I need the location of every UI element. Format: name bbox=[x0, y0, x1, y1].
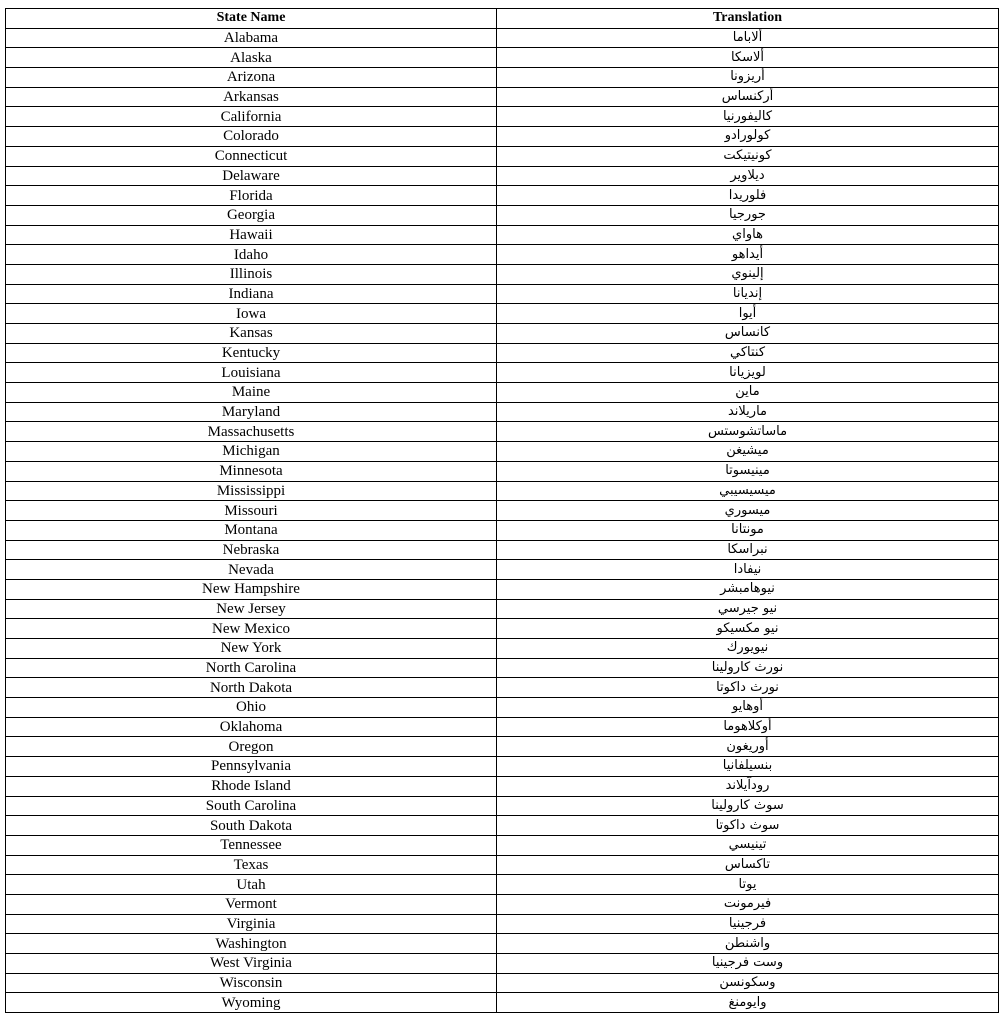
translation-cell: فلوريدا bbox=[497, 186, 999, 206]
state-name-cell: Utah bbox=[6, 875, 497, 895]
state-name-cell: Georgia bbox=[6, 205, 497, 225]
translation-cell: تاكساس bbox=[497, 855, 999, 875]
state-name-cell: New York bbox=[6, 639, 497, 659]
state-name-cell: Alaska bbox=[6, 48, 497, 68]
translation-cell: جورجيا bbox=[497, 205, 999, 225]
state-name-cell: Minnesota bbox=[6, 461, 497, 481]
state-name-cell: Nevada bbox=[6, 560, 497, 580]
table-row bbox=[6, 678, 999, 698]
translation-cell: كنتاكي bbox=[497, 343, 999, 363]
header-row bbox=[6, 9, 999, 29]
translation-cell: نيو جيرسي bbox=[497, 599, 999, 619]
table-row bbox=[6, 245, 999, 265]
state-name-cell: Alabama bbox=[6, 28, 497, 48]
translation-cell: ماين bbox=[497, 383, 999, 403]
translation-cell: نيو مكسيكو bbox=[497, 619, 999, 639]
table-row bbox=[6, 422, 999, 442]
table-row bbox=[6, 973, 999, 993]
translation-cell: أيوا bbox=[497, 304, 999, 324]
translation-cell: ألاسكا bbox=[497, 48, 999, 68]
translation-cell: ديلاوير bbox=[497, 166, 999, 186]
table-row bbox=[6, 363, 999, 383]
translation-cell: ميسوري bbox=[497, 501, 999, 521]
translation-cell: مونتانا bbox=[497, 520, 999, 540]
column-header-translation: Translation bbox=[497, 9, 999, 29]
translation-cell: وايومنغ bbox=[497, 993, 999, 1013]
table-row bbox=[6, 304, 999, 324]
translation-cell: يوتا bbox=[497, 875, 999, 895]
state-name-cell: Iowa bbox=[6, 304, 497, 324]
table-row bbox=[6, 835, 999, 855]
table-row bbox=[6, 68, 999, 88]
state-name-cell: Washington bbox=[6, 934, 497, 954]
table-row bbox=[6, 717, 999, 737]
translation-cell: فيرمونت bbox=[497, 894, 999, 914]
table-row bbox=[6, 776, 999, 796]
table-row bbox=[6, 383, 999, 403]
translation-cell: وسكونسن bbox=[497, 973, 999, 993]
translation-cell: أوهايو bbox=[497, 698, 999, 718]
translation-cell: وست فرجينيا bbox=[497, 954, 999, 974]
table-row bbox=[6, 343, 999, 363]
state-name-cell: Colorado bbox=[6, 127, 497, 147]
translation-cell: أريزونا bbox=[497, 68, 999, 88]
table-row bbox=[6, 225, 999, 245]
table-row bbox=[6, 914, 999, 934]
translation-cell: لويزيانا bbox=[497, 363, 999, 383]
state-name-cell: New Mexico bbox=[6, 619, 497, 639]
table-row bbox=[6, 737, 999, 757]
translation-cell: واشنطن bbox=[497, 934, 999, 954]
state-name-cell: Wyoming bbox=[6, 993, 497, 1013]
table-row bbox=[6, 501, 999, 521]
state-name-cell: Maine bbox=[6, 383, 497, 403]
state-name-cell: Florida bbox=[6, 186, 497, 206]
state-name-cell: Arkansas bbox=[6, 87, 497, 107]
table-row bbox=[6, 402, 999, 422]
translation-cell: ميسيسيبي bbox=[497, 481, 999, 501]
state-name-cell: North Dakota bbox=[6, 678, 497, 698]
state-name-cell: Maryland bbox=[6, 402, 497, 422]
translation-cell: سوث داكوتا bbox=[497, 816, 999, 836]
state-name-cell: Tennessee bbox=[6, 835, 497, 855]
table-row bbox=[6, 166, 999, 186]
state-name-cell: Rhode Island bbox=[6, 776, 497, 796]
table-row bbox=[6, 993, 999, 1013]
state-name-cell: Oklahoma bbox=[6, 717, 497, 737]
table-row bbox=[6, 127, 999, 147]
translation-cell: ألاباما bbox=[497, 28, 999, 48]
table-row bbox=[6, 796, 999, 816]
translation-cell: نيفادا bbox=[497, 560, 999, 580]
state-name-cell: Ohio bbox=[6, 698, 497, 718]
state-name-cell: Idaho bbox=[6, 245, 497, 265]
state-name-cell: Illinois bbox=[6, 264, 497, 284]
translation-cell: كولورادو bbox=[497, 127, 999, 147]
translation-cell: هاواي bbox=[497, 225, 999, 245]
table-row bbox=[6, 599, 999, 619]
translation-cell: ميشيغن bbox=[497, 442, 999, 462]
table-row bbox=[6, 107, 999, 127]
table-row bbox=[6, 619, 999, 639]
table-row bbox=[6, 48, 999, 68]
table-header bbox=[6, 9, 999, 29]
translation-cell: نيويورك bbox=[497, 639, 999, 659]
translation-cell: ماساتشوستس bbox=[497, 422, 999, 442]
translation-cell: أوريغون bbox=[497, 737, 999, 757]
state-name-cell: Montana bbox=[6, 520, 497, 540]
translation-cell: رودآيلاند bbox=[497, 776, 999, 796]
table-row bbox=[6, 658, 999, 678]
translation-cell: سوث كارولينا bbox=[497, 796, 999, 816]
translation-cell: نبراسكا bbox=[497, 540, 999, 560]
table-row bbox=[6, 28, 999, 48]
table-row bbox=[6, 146, 999, 166]
column-header-state-name: State Name bbox=[6, 9, 497, 29]
translation-cell: مينيسوتا bbox=[497, 461, 999, 481]
state-name-cell: Pennsylvania bbox=[6, 757, 497, 777]
state-name-cell: New Hampshire bbox=[6, 579, 497, 599]
translation-cell: فرجينيا bbox=[497, 914, 999, 934]
table-row bbox=[6, 560, 999, 580]
state-name-cell: Massachusetts bbox=[6, 422, 497, 442]
table-body bbox=[6, 28, 999, 1012]
state-name-cell: Indiana bbox=[6, 284, 497, 304]
state-name-cell: Kentucky bbox=[6, 343, 497, 363]
table-row bbox=[6, 186, 999, 206]
table-row bbox=[6, 324, 999, 344]
state-name-cell: West Virginia bbox=[6, 954, 497, 974]
translation-cell: أوكلاهوما bbox=[497, 717, 999, 737]
table-row bbox=[6, 579, 999, 599]
state-name-cell: Arizona bbox=[6, 68, 497, 88]
state-name-cell: Mississippi bbox=[6, 481, 497, 501]
table-row bbox=[6, 481, 999, 501]
table-row bbox=[6, 816, 999, 836]
translation-cell: كاليفورنيا bbox=[497, 107, 999, 127]
state-name-cell: Louisiana bbox=[6, 363, 497, 383]
state-name-cell: Connecticut bbox=[6, 146, 497, 166]
state-translation-table bbox=[5, 8, 999, 1013]
translation-cell: أيداهو bbox=[497, 245, 999, 265]
translation-cell: بنسيلفانيا bbox=[497, 757, 999, 777]
translation-cell: أركنساس bbox=[497, 87, 999, 107]
state-name-cell: Delaware bbox=[6, 166, 497, 186]
translation-cell: كانساس bbox=[497, 324, 999, 344]
table-row bbox=[6, 875, 999, 895]
translation-cell: نورث كارولينا bbox=[497, 658, 999, 678]
table-row bbox=[6, 461, 999, 481]
table-row bbox=[6, 442, 999, 462]
state-name-cell: Vermont bbox=[6, 894, 497, 914]
state-name-cell: Wisconsin bbox=[6, 973, 497, 993]
table-row bbox=[6, 855, 999, 875]
table-row bbox=[6, 87, 999, 107]
state-name-cell: Oregon bbox=[6, 737, 497, 757]
state-name-cell: Virginia bbox=[6, 914, 497, 934]
state-name-cell: South Dakota bbox=[6, 816, 497, 836]
state-name-cell: Kansas bbox=[6, 324, 497, 344]
table-row bbox=[6, 639, 999, 659]
state-name-cell: New Jersey bbox=[6, 599, 497, 619]
table-row bbox=[6, 520, 999, 540]
table-row bbox=[6, 954, 999, 974]
table-row bbox=[6, 284, 999, 304]
translation-cell: نيوهامبشر bbox=[497, 579, 999, 599]
state-name-cell: North Carolina bbox=[6, 658, 497, 678]
table-row bbox=[6, 757, 999, 777]
translation-cell: إنديانا bbox=[497, 284, 999, 304]
state-name-cell: Hawaii bbox=[6, 225, 497, 245]
translation-cell: تينيسي bbox=[497, 835, 999, 855]
translation-cell: إلينوي bbox=[497, 264, 999, 284]
table-row bbox=[6, 540, 999, 560]
state-name-cell: Texas bbox=[6, 855, 497, 875]
translation-cell: ماريلاند bbox=[497, 402, 999, 422]
table-row bbox=[6, 934, 999, 954]
translation-cell: نورث داكوتا bbox=[497, 678, 999, 698]
state-name-cell: Nebraska bbox=[6, 540, 497, 560]
table-row bbox=[6, 698, 999, 718]
state-name-cell: Michigan bbox=[6, 442, 497, 462]
table-row bbox=[6, 264, 999, 284]
table-row bbox=[6, 894, 999, 914]
translation-cell: كونيتيكت bbox=[497, 146, 999, 166]
state-name-cell: South Carolina bbox=[6, 796, 497, 816]
state-name-cell: California bbox=[6, 107, 497, 127]
table-row bbox=[6, 205, 999, 225]
state-name-cell: Missouri bbox=[6, 501, 497, 521]
